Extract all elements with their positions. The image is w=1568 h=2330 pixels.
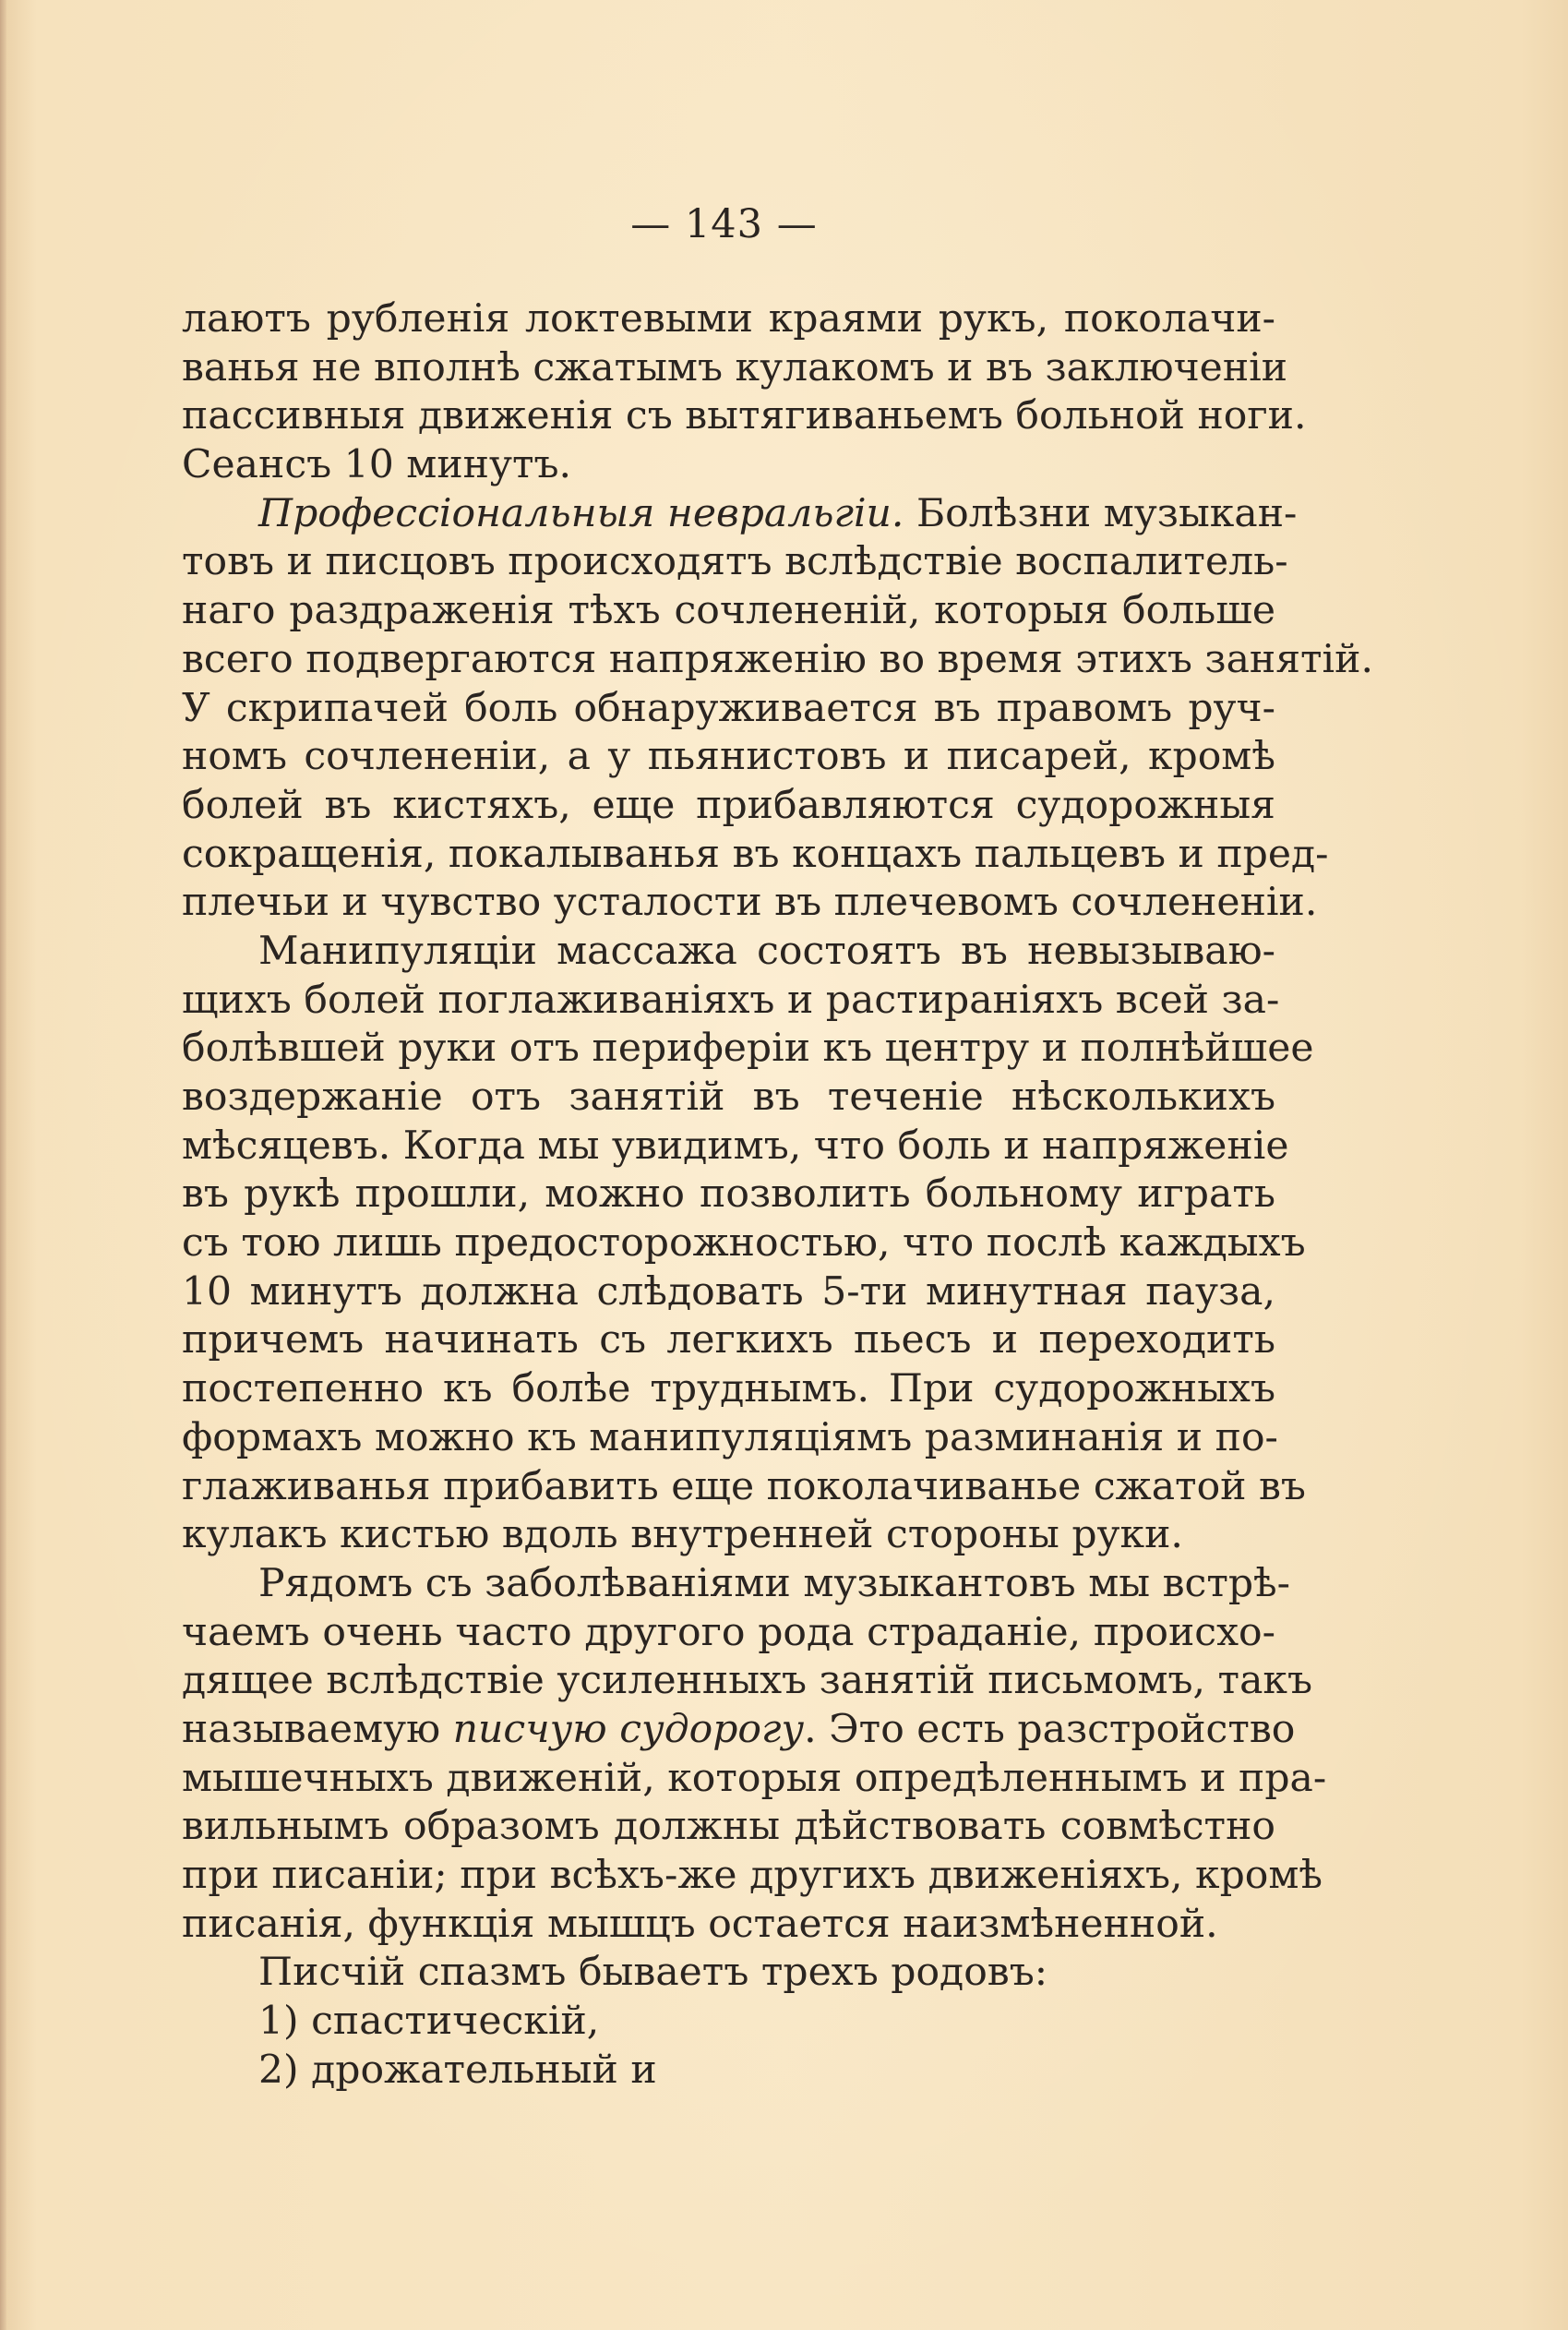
paragraph-4 [182, 1560, 1327, 1950]
text-line: Сеансъ 10 минутъ. [182, 442, 572, 488]
page-edge-shadow [0, 0, 6, 2330]
text-line: постепенно къ болѣе труднымъ. При судорожныхъ [182, 1366, 1275, 1412]
text-fragment: называемую [182, 1706, 453, 1752]
text-line: лаютъ рубленія локтевыми краями рукъ, поколачи- [182, 296, 1275, 342]
list-item: 2) дрожательный и [258, 2047, 657, 2093]
text-line: сокращенія, покалыванья въ концахъ пальцевъ и пред- [182, 831, 1329, 877]
italic-term: писчую судорогу [452, 1706, 805, 1752]
text-line: болѣвшей руки отъ периферіи къ центру и полнѣйшее [182, 1026, 1314, 1072]
text-line: воздержаніе отъ занятій въ теченіе нѣсколькихъ [182, 1075, 1275, 1120]
text-fragment: Болѣзни музыкан- [904, 490, 1298, 536]
text-line: съ тою лишь предосторожностью, что послѣ каждыхъ [182, 1220, 1306, 1267]
text-line: дящее вслѣдствіе усиленныхъ занятій письмомъ, такъ [182, 1658, 1313, 1704]
text-line: ванья не вполнѣ сжатымъ кулакомъ и въ заключеніи [182, 344, 1288, 390]
text-line: вильнымъ образомъ должны дѣйствовать совмѣстно [182, 1804, 1275, 1850]
text-line: Манипуляціи массажа состоятъ въ невызываю- [258, 928, 1275, 974]
text-line: писанія, функція мышцъ остается наизмѣненной. [182, 1901, 1218, 1947]
paragraph-2 [182, 490, 1373, 928]
text-line: 10 минутъ должна слѣдовать 5-ти минутная пауза, [182, 1268, 1275, 1315]
text-line [182, 490, 1298, 539]
text-line: всего подвергаются напряженію во время этихъ занятій. [182, 636, 1373, 682]
text-line: глаживанья прибавить еще поколачиванье сжатой въ [182, 1463, 1306, 1509]
paragraph-1 [182, 295, 1307, 490]
text-line: У скрипачей боль обнаруживается въ правомъ руч- [182, 685, 1275, 731]
text-line: болей въ кистяхъ, еще прибавляются судорожныя [182, 782, 1275, 828]
text-line: мышечныхъ движеній, которыя опредѣленнымъ и пра- [182, 1755, 1327, 1801]
text-line: товъ и писцовъ происходятъ вслѣдствіе воспалитель- [182, 539, 1288, 585]
body-text [182, 295, 1373, 2095]
text-line: щихъ болей поглаживаніяхъ и растираніяхъ всей за- [182, 977, 1280, 1023]
text-line: формахъ можно къ манипуляціямъ разминанія и по- [182, 1414, 1278, 1460]
text-fragment: . Это есть разстройство [804, 1706, 1296, 1752]
text-line: мѣсяцевъ. Когда мы увидимъ, что боль и напряженіе [182, 1123, 1289, 1169]
list-item: 1) спастическій, [258, 1999, 600, 2045]
text-line: пассивныя движенія съ вытягиваньемъ больной ноги. [182, 393, 1307, 439]
text-line: причемъ начинать съ легкихъ пьесъ и переходить [182, 1317, 1275, 1363]
text-line: при писаніи; при всѣхъ-же другихъ движеніяхъ, кромѣ [182, 1853, 1323, 1898]
text-line: чаемъ очень часто другого рода страданіе, происхо- [182, 1609, 1275, 1655]
text-line: номъ сочлененіи, а у пьянистовъ и писарей, кромѣ [182, 734, 1275, 780]
enumerated-list [182, 1998, 1275, 2095]
section-heading-italic: Профессіональныя невральгіи. [258, 490, 904, 536]
text-line: наго раздраженія тѣхъ сочлененій, которыя больше [182, 588, 1275, 634]
page-number: — 143 — [630, 201, 818, 247]
text-line: въ рукѣ прошли, можно позволить больному играть [182, 1171, 1275, 1218]
text-line: кулакъ кистью вдоль внутренней стороны руки. [182, 1512, 1183, 1558]
text-line: плечьи и чувство усталости въ плечевомъ сочлененіи. [182, 880, 1318, 926]
paragraph-5 [182, 1949, 1275, 1998]
text-line: Писчій спазмъ бываетъ трехъ родовъ: [258, 1950, 1048, 1996]
paragraph-3 [182, 928, 1314, 1560]
text-line [182, 1706, 1296, 1755]
text-line: Рядомъ съ заболѣваніями музыкантовъ мы встрѣ- [258, 1560, 1291, 1606]
